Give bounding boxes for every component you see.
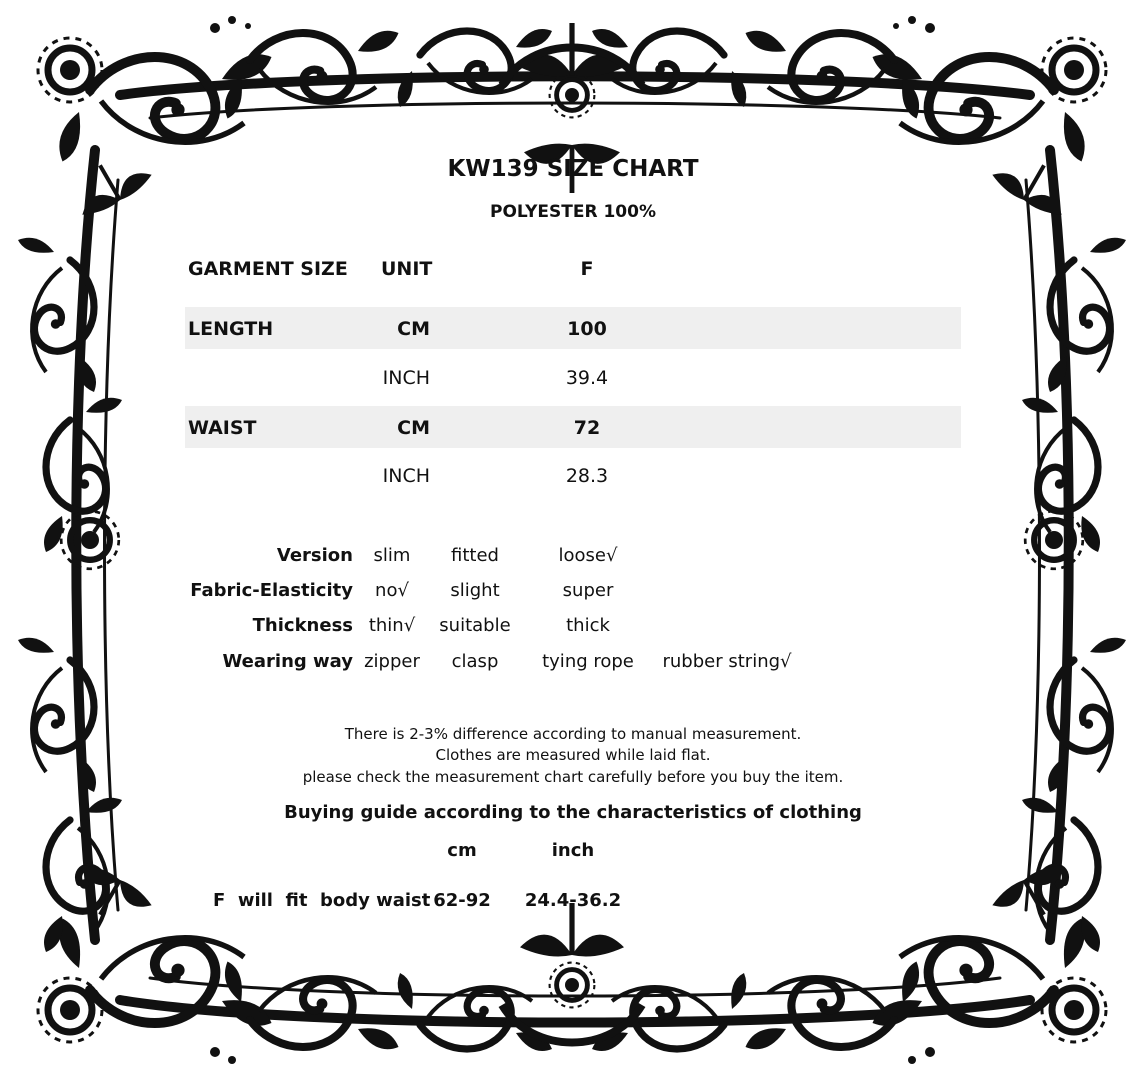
attribute-option: rubber string√	[662, 651, 792, 672]
row-unit: CM	[397, 318, 430, 340]
measurement-note: There is 2-3% difference according to manual measurement.	[344, 725, 802, 743]
row-label-length: LENGTH	[188, 318, 274, 340]
attribute-option: zipper	[364, 651, 420, 672]
column-header-unit: UNIT	[381, 258, 433, 280]
attribute-label-thickness: Thickness	[252, 615, 353, 636]
row-value: 100	[567, 318, 607, 340]
column-header-garment-size: GARMENT SIZE	[188, 258, 348, 280]
attribute-option: thick	[566, 615, 610, 636]
attribute-label-wearing-way: Wearing way	[222, 651, 353, 672]
buying-guide-inch-value: 24.4-36.2	[524, 890, 622, 911]
page-title: KW139 SIZE CHART	[447, 156, 699, 182]
row-value: 39.4	[565, 367, 609, 389]
row-unit: INCH	[382, 367, 430, 389]
row-value: 72	[573, 417, 601, 439]
row-value: 28.3	[565, 465, 609, 487]
measurement-note: please check the measurement chart carefully before you buy the item.	[302, 768, 844, 786]
row-label-waist: WAIST	[188, 417, 257, 439]
attribute-option: tying rope	[542, 651, 634, 672]
column-header-size-f: F	[580, 258, 594, 280]
buying-guide-row-label: F will fit body waist	[213, 890, 431, 911]
buying-guide-header-cm: cm	[447, 840, 477, 861]
buying-guide-title: Buying guide according to the characteristics of clothing	[284, 802, 862, 823]
material-label: POLYESTER 100%	[490, 202, 656, 222]
attribute-option: suitable	[439, 615, 511, 636]
attribute-option: fitted	[451, 545, 499, 566]
attribute-option: loose√	[558, 545, 618, 566]
attribute-option: slight	[450, 580, 500, 601]
row-unit: INCH	[382, 465, 430, 487]
buying-guide-header-inch: inch	[551, 840, 595, 861]
attribute-option: clasp	[451, 651, 499, 672]
attribute-option: no√	[375, 580, 409, 601]
attribute-option: thin√	[368, 615, 416, 636]
measurement-note: Clothes are measured while laid flat.	[435, 746, 711, 764]
attribute-label-fabric-elasticity: Fabric-Elasticity	[190, 580, 353, 601]
attribute-label-version: Version	[276, 545, 353, 566]
row-unit: CM	[397, 417, 430, 439]
buying-guide-cm-value: 62-92	[433, 890, 491, 911]
attribute-option: slim	[373, 545, 411, 566]
attribute-option: super	[562, 580, 614, 601]
